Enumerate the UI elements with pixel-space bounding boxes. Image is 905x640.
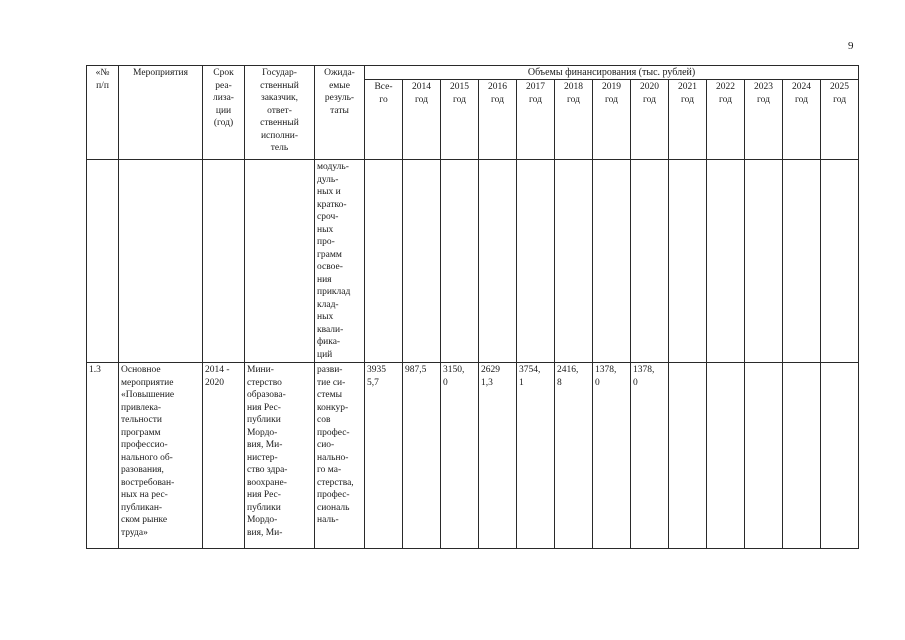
table-cell — [745, 160, 783, 363]
table-cell — [593, 160, 631, 363]
table-cell — [403, 160, 441, 363]
value-2023 — [745, 363, 783, 549]
value-2024 — [783, 363, 821, 549]
continuation-expected: модуль- дуль- ных и кратко- сроч- ных про- грамм освое- ния приклад клад- ных квали- фика- ций — [315, 160, 365, 363]
financing-table — [86, 65, 859, 549]
table-cell — [245, 160, 315, 363]
row-measure: Основное мероприятие «Повышение привлека- тельности программ профессио- нального об- разования, востребован- ных на рес- публикан- ском рынке труда» — [119, 363, 203, 549]
value-2015: 3150, 0 — [441, 363, 479, 549]
header-year-2018: 2018 год — [555, 80, 593, 160]
table-cell — [441, 160, 479, 363]
value-2017: 3754, 1 — [517, 363, 555, 549]
value-2014: 987,5 — [403, 363, 441, 549]
header-year-total: Все- го — [365, 80, 403, 160]
header-year-2025: 2025 год — [821, 80, 859, 160]
table-cell — [517, 160, 555, 363]
header-num: «№ п/п — [87, 66, 119, 160]
table-cell — [555, 160, 593, 363]
value-2020: 1378, 0 — [631, 363, 669, 549]
row-num: 1.3 — [87, 363, 119, 549]
value-2021 — [669, 363, 707, 549]
table-cell — [631, 160, 669, 363]
header-year-2015: 2015 год — [441, 80, 479, 160]
header-term: Срок реа- лиза- ции (год) — [203, 66, 245, 160]
header-year-2024: 2024 год — [783, 80, 821, 160]
table-cell — [479, 160, 517, 363]
header-year-2019: 2019 год — [593, 80, 631, 160]
header-financing-group: Объемы финансирования (тыс. рублей) — [365, 66, 859, 80]
header-year-2016: 2016 год — [479, 80, 517, 160]
table-cell — [365, 160, 403, 363]
table-cell — [707, 160, 745, 363]
table-cell — [783, 160, 821, 363]
value-2019: 1378, 0 — [593, 363, 631, 549]
header-year-2020: 2020 год — [631, 80, 669, 160]
header-year-2021: 2021 год — [669, 80, 707, 160]
table-row — [87, 363, 859, 549]
value-2018: 2416, 8 — [555, 363, 593, 549]
header-expected: Ожида- емые резуль- таты — [315, 66, 365, 160]
table-cell — [203, 160, 245, 363]
header-customer: Государ- ственный заказчик, ответ- ственный исполни- тель — [245, 66, 315, 160]
table-row — [87, 160, 859, 363]
header-year-2014: 2014 год — [403, 80, 441, 160]
header-year-2023: 2023 год — [745, 80, 783, 160]
header-measures: Мероприятия — [119, 66, 203, 160]
table-cell — [669, 160, 707, 363]
value-2016: 2629 1,3 — [479, 363, 517, 549]
row-term: 2014 - 2020 — [203, 363, 245, 549]
row-expected: разви- тие си- стемы конкур- сов профес- сио- нально- го ма- стерства, профес- сиональ наль- — [315, 363, 365, 549]
value-2022 — [707, 363, 745, 549]
header-year-2017: 2017 год — [517, 80, 555, 160]
value-total: 3935 5,7 — [365, 363, 403, 549]
header-row-1 — [87, 66, 859, 80]
header-year-2022: 2022 год — [707, 80, 745, 160]
value-2025 — [821, 363, 859, 549]
page-number: 9 — [848, 40, 854, 52]
table-cell — [87, 160, 119, 363]
table-cell — [821, 160, 859, 363]
table-cell — [119, 160, 203, 363]
row-customer: Мини- стерство образова- ния Рес- публики Мордо- вия, Ми- нистер- ство здра- воохране- ния Рес- публики Мордо- вия, Ми- — [245, 363, 315, 549]
